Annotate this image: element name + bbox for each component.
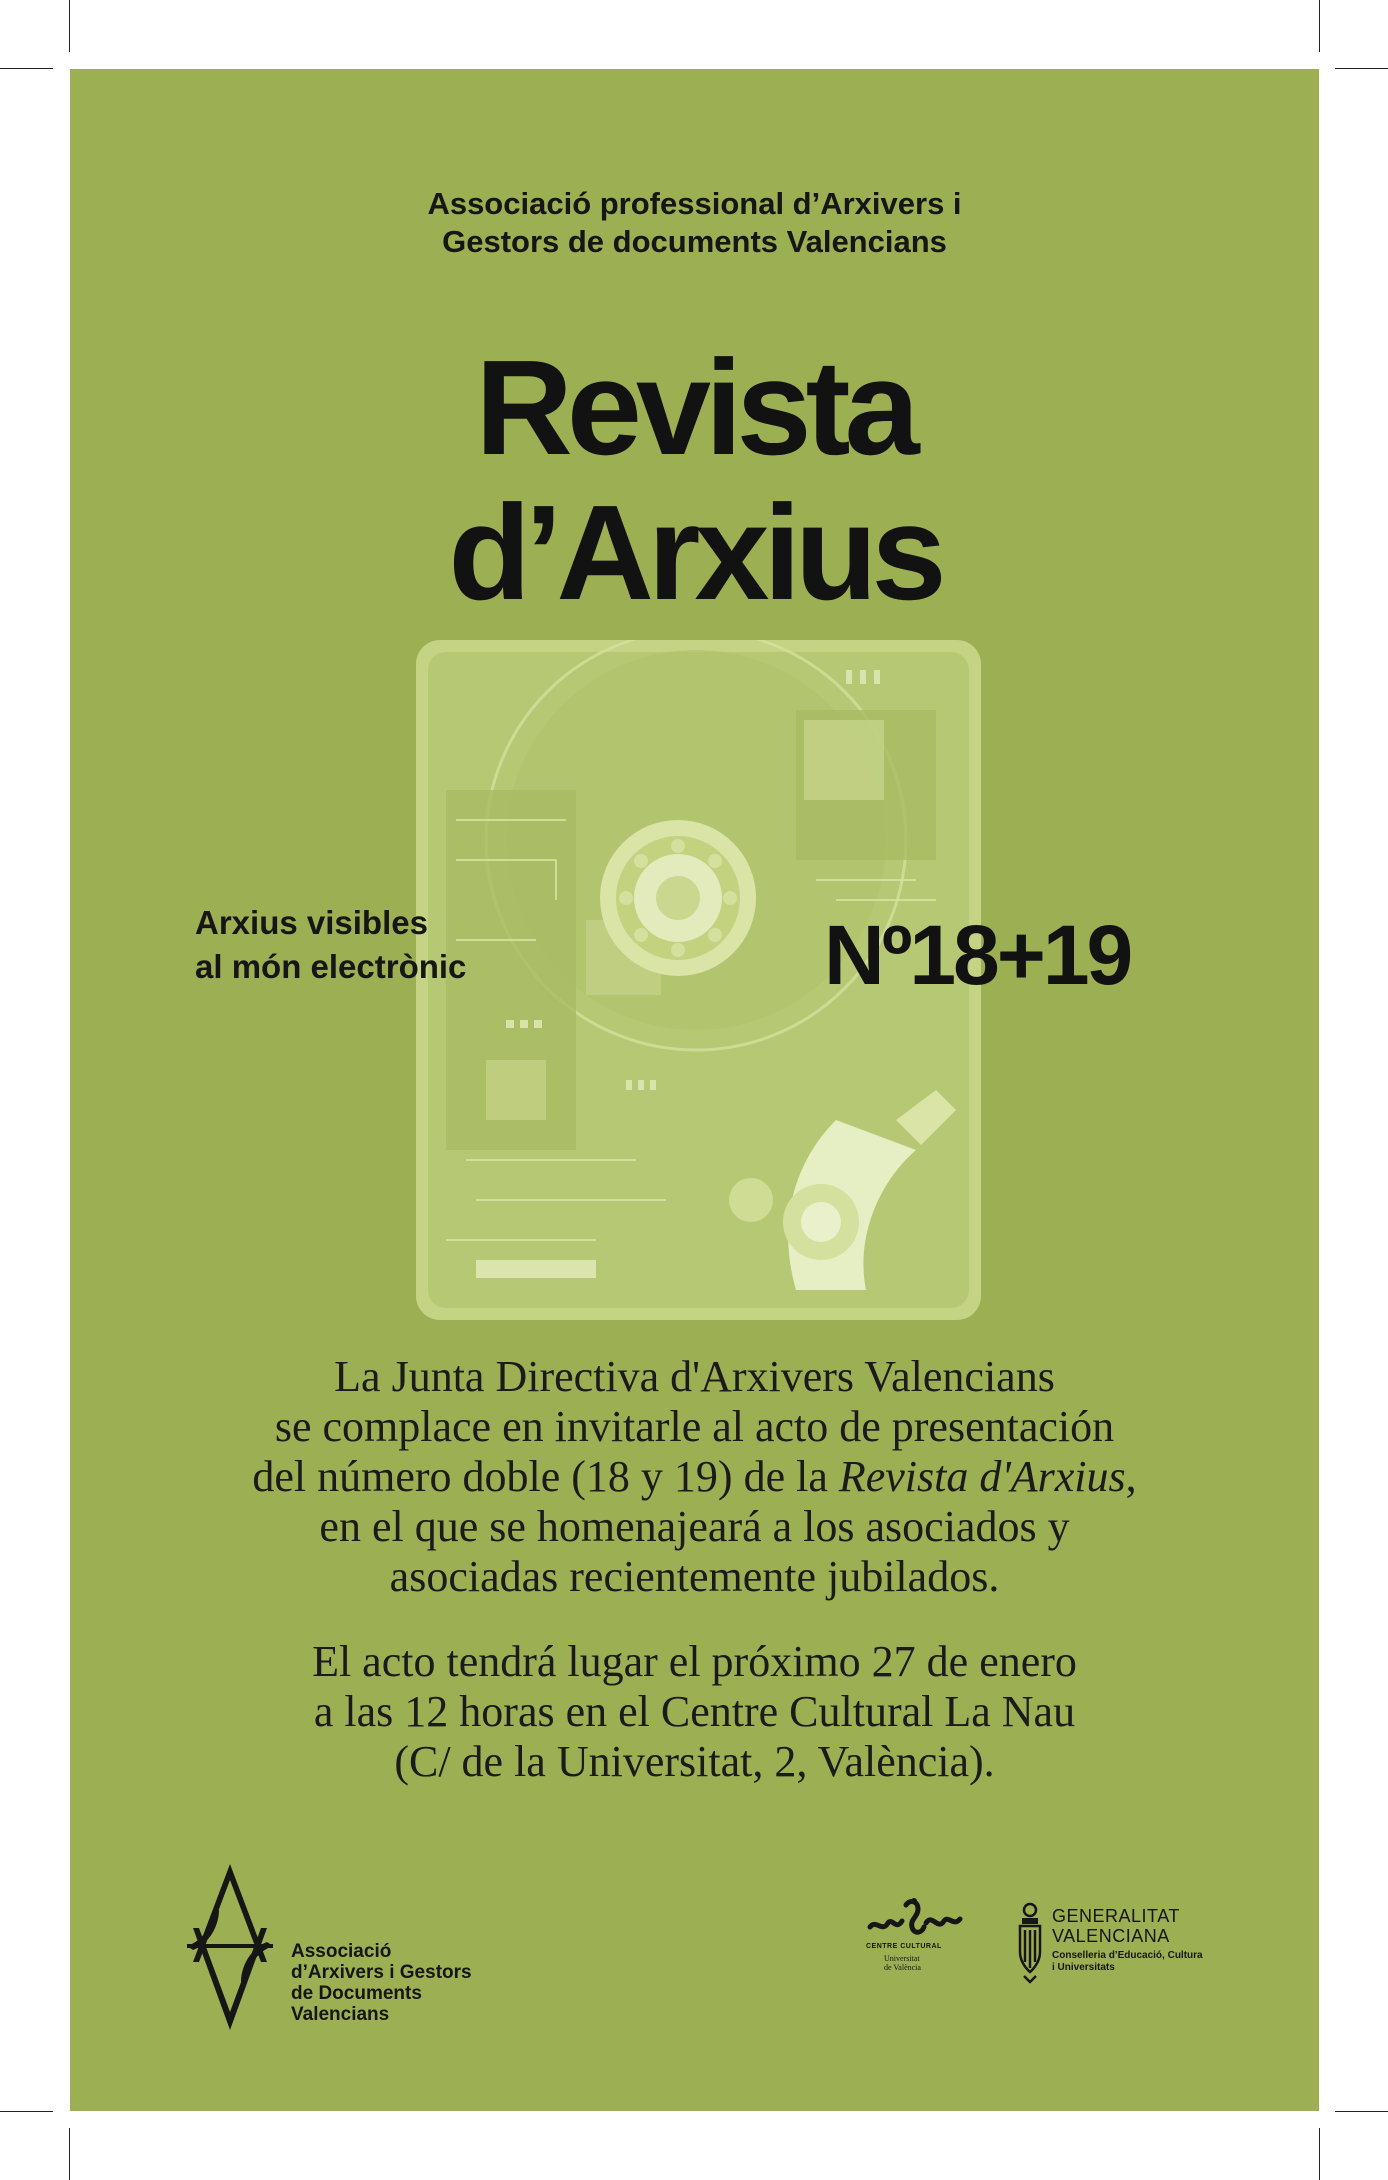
invitation-line: se complace en invitarle al acto de presentación [274,1402,1115,1451]
arxivers-valencians-logo-icon [185,1862,275,2032]
invitation-page [70,69,1319,2111]
event-details-line: (C/ de la Universitat, 2, València). [394,1737,995,1786]
crop-mark [1335,2111,1388,2112]
generalitat-coat-of-arms-icon [1014,1902,1046,1984]
invitation-text-segment: del número doble (18 y 19) de la [252,1452,839,1501]
university-label [884,1954,921,1972]
crop-mark [0,68,53,69]
association-header-line: Associació professional d’Arxivers i [427,186,962,221]
issue-number: Nº18+19 [824,908,1131,1002]
crop-mark [0,2111,53,2112]
crop-mark [1335,68,1388,69]
invitation-text [130,1352,1259,1787]
crop-mark [69,2128,70,2180]
association-logo-line: de Documents [291,1983,422,2004]
university-label-line: Universitat [884,1954,920,1963]
generalitat-name-line: VALENCIANA [1052,1926,1170,1946]
paragraph-gap [130,1602,1259,1637]
association-header [70,185,1319,261]
crop-mark [69,0,70,52]
conselleria-name-line: i Universitats [1052,1962,1115,1973]
association-logo [185,1862,515,2042]
event-details-line: a las 12 horas en el Centre Cultural La Nau [313,1687,1076,1736]
la-nau-label: CENTRE CULTURAL [866,1943,942,1950]
invitation-line: en el que se homenajeará a los asociados y [319,1502,1070,1551]
invitation-line [130,1452,1259,1502]
association-logo-line: Valencians [291,2004,390,2025]
issue-theme-line: al món electrònic [195,948,467,985]
invitation-line: La Junta Directiva d'Arxivers Valencians [334,1352,1055,1401]
magazine-title [70,332,1319,628]
crop-mark [1319,2128,1320,2180]
invitation-line: asociadas recientemente jubilados. [389,1552,1000,1601]
issue-theme-line: Arxius visibles [195,904,428,941]
generalitat-name-line: GENERALITAT [1052,1906,1180,1926]
magazine-name-italic: Revista d'Arxius [838,1452,1126,1501]
generalitat-logo [1014,1902,1224,1992]
association-logo-text [291,1941,472,2025]
invitation-text-segment: , [1125,1452,1137,1501]
la-nau-logo-icon [866,1897,966,1941]
association-logo-line: Associació [291,1941,392,1962]
event-details-line: El acto tendrá lugar el próximo 27 de enero [312,1637,1077,1686]
la-nau-logo [866,1897,976,1977]
association-header-line: Gestors de documents Valencians [442,224,947,259]
issue-theme [195,901,466,989]
generalitat-name [1052,1906,1180,1946]
magazine-title-line: d’Arxius [448,477,941,628]
conselleria-name-line: Conselleria d’Educació, Cultura [1052,1950,1203,1961]
conselleria-name [1052,1950,1203,1974]
crop-mark [1319,0,1320,52]
university-label-line: de València [884,1963,921,1972]
magazine-title-line: Revista [475,332,914,483]
association-logo-line: d’Arxivers i Gestors [291,1962,472,1983]
